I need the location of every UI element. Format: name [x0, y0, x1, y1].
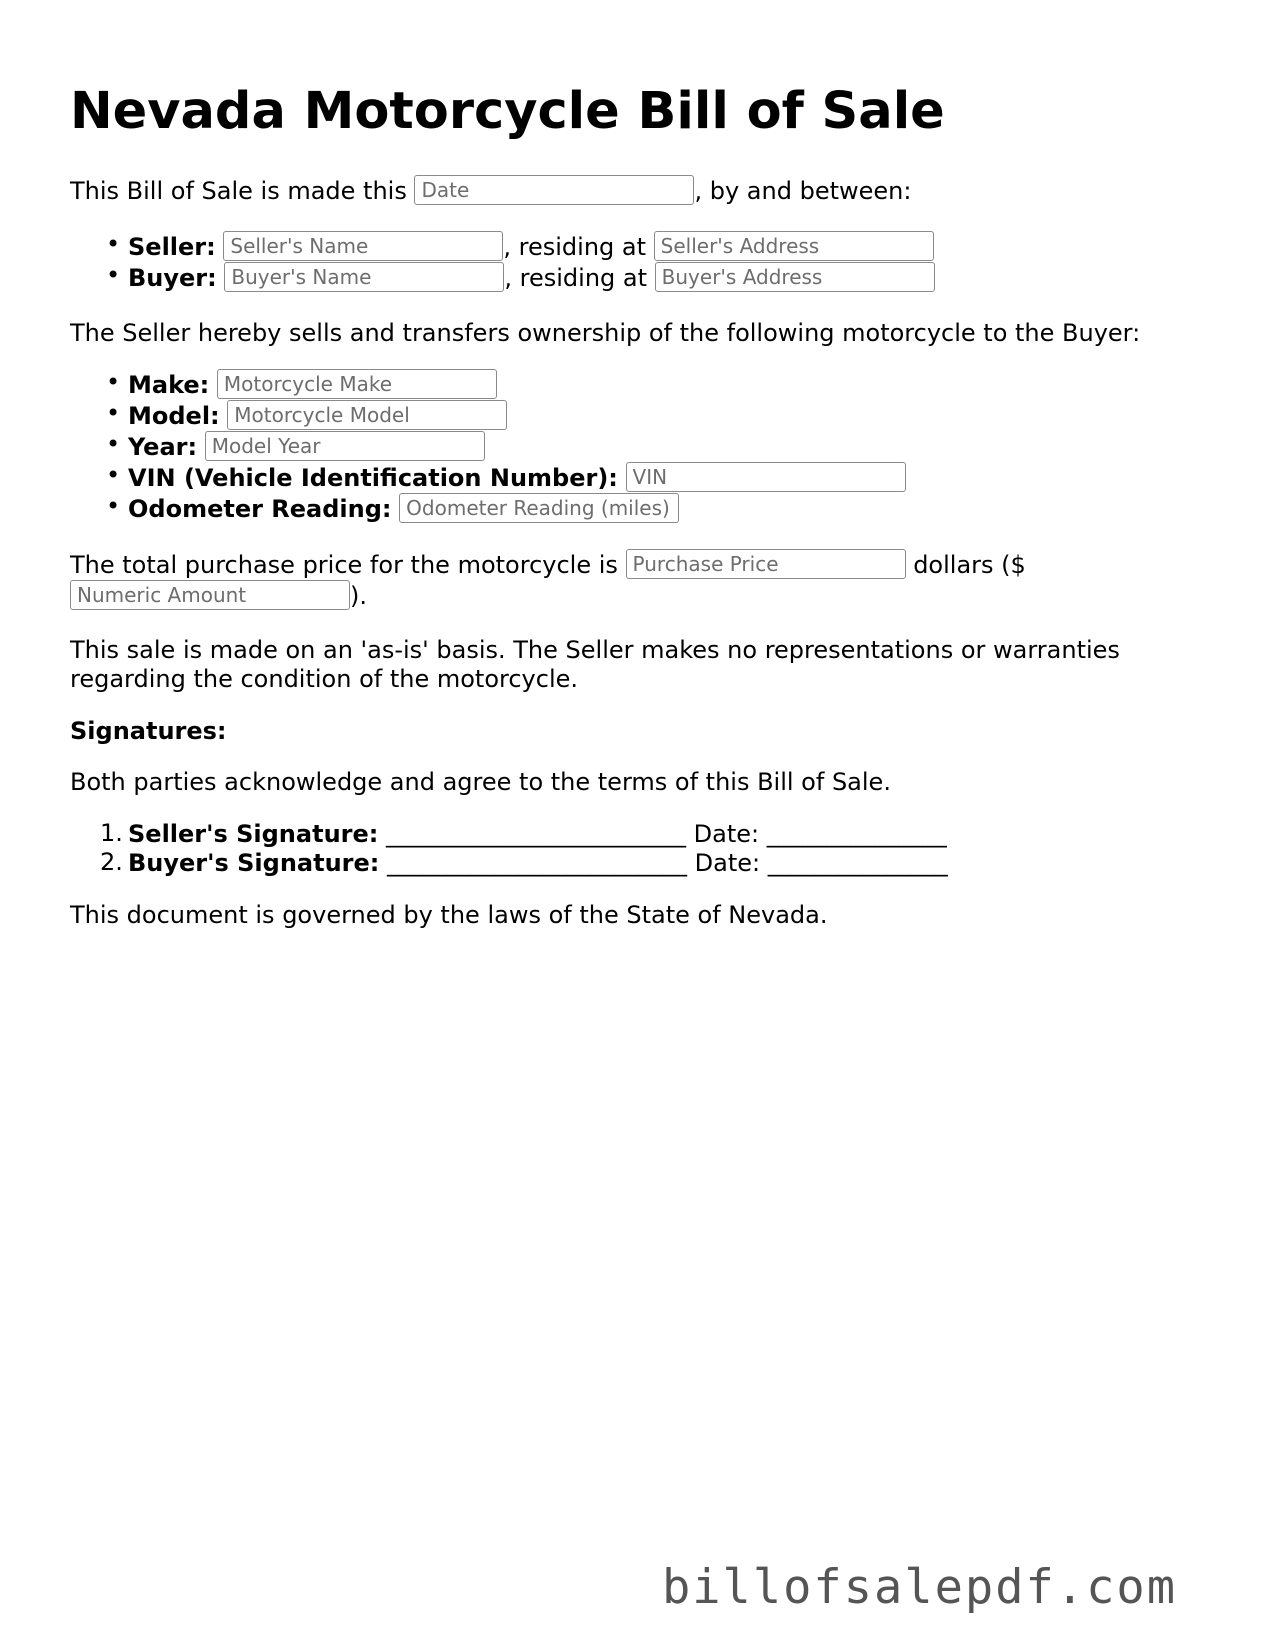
model-line [128, 401, 507, 431]
intro-line [70, 176, 911, 206]
purchase-price-field[interactable] [626, 549, 906, 579]
buyer-residing-text: , residing at [504, 264, 648, 292]
price-prefix: The total purchase price for the motorcycle is [70, 551, 618, 579]
signatures-heading: Signatures: [70, 717, 227, 745]
intro-suffix: , by and between: [694, 177, 912, 205]
numeric-amount-line [70, 581, 367, 611]
buyer-signature-label: Buyer's Signature: [128, 849, 380, 877]
odometer-label: Odometer Reading: [128, 495, 392, 523]
seller-signature-blank[interactable]: _________________________ Date: _______________ [386, 820, 947, 848]
bullet-dot: • [106, 368, 121, 396]
vin-line [128, 463, 906, 493]
seller-address-field[interactable] [654, 231, 934, 261]
odometer-field[interactable] [399, 493, 679, 523]
make-label: Make: [128, 371, 210, 399]
buyer-signature-line [128, 848, 948, 878]
dollars-text: dollars ($ [913, 551, 1026, 579]
bullet-dot: • [106, 230, 121, 258]
model-field[interactable] [227, 400, 507, 430]
date-field[interactable] [414, 175, 694, 205]
year-field[interactable] [205, 431, 485, 461]
odometer-line [128, 494, 679, 524]
governing-law-text: This document is governed by the laws of the State of Nevada. [70, 901, 828, 929]
bullet-dot: • [106, 430, 121, 458]
numeric-amount-field[interactable] [70, 580, 350, 610]
list-number: 2. [100, 848, 123, 876]
buyer-line [128, 263, 935, 293]
buyer-signature-blank[interactable]: _________________________ Date: _______________ [387, 849, 948, 877]
bullet-dot: • [106, 261, 121, 289]
bullet-dot: • [106, 492, 121, 520]
price-close: ). [350, 582, 367, 610]
buyer-address-field[interactable] [655, 262, 935, 292]
year-label: Year: [128, 433, 198, 461]
buyer-name-field[interactable] [224, 262, 504, 292]
vin-field[interactable] [626, 462, 906, 492]
as-is-text: This sale is made on an 'as-is' basis. The Seller makes no representations or warranties regarding the condition of the motorcycle. [70, 636, 1120, 693]
year-line [128, 432, 485, 462]
seller-line [128, 232, 934, 262]
bullet-dot: • [106, 399, 121, 427]
seller-residing-text: , residing at [503, 233, 647, 261]
list-number: 1. [100, 819, 123, 847]
make-field[interactable] [217, 369, 497, 399]
seller-name-field[interactable] [223, 231, 503, 261]
transfer-text: The Seller hereby sells and transfers ownership of the following motorcycle to the Buyer: [70, 319, 1141, 347]
seller-label: Seller: [128, 233, 216, 261]
price-line [70, 550, 1026, 580]
seller-signature-label: Seller's Signature: [128, 820, 379, 848]
seller-signature-line [128, 819, 947, 849]
intro-prefix: This Bill of Sale is made this [70, 177, 407, 205]
vin-label: VIN (Vehicle Identification Number): [128, 464, 618, 492]
watermark: billofsalepdf.com [661, 1560, 1177, 1615]
buyer-label: Buyer: [128, 264, 217, 292]
make-line [128, 370, 497, 400]
acknowledgement-text: Both parties acknowledge and agree to the terms of this Bill of Sale. [70, 768, 891, 796]
bullet-dot: • [106, 461, 121, 489]
model-label: Model: [128, 402, 220, 430]
page-title: Nevada Motorcycle Bill of Sale [70, 82, 945, 141]
